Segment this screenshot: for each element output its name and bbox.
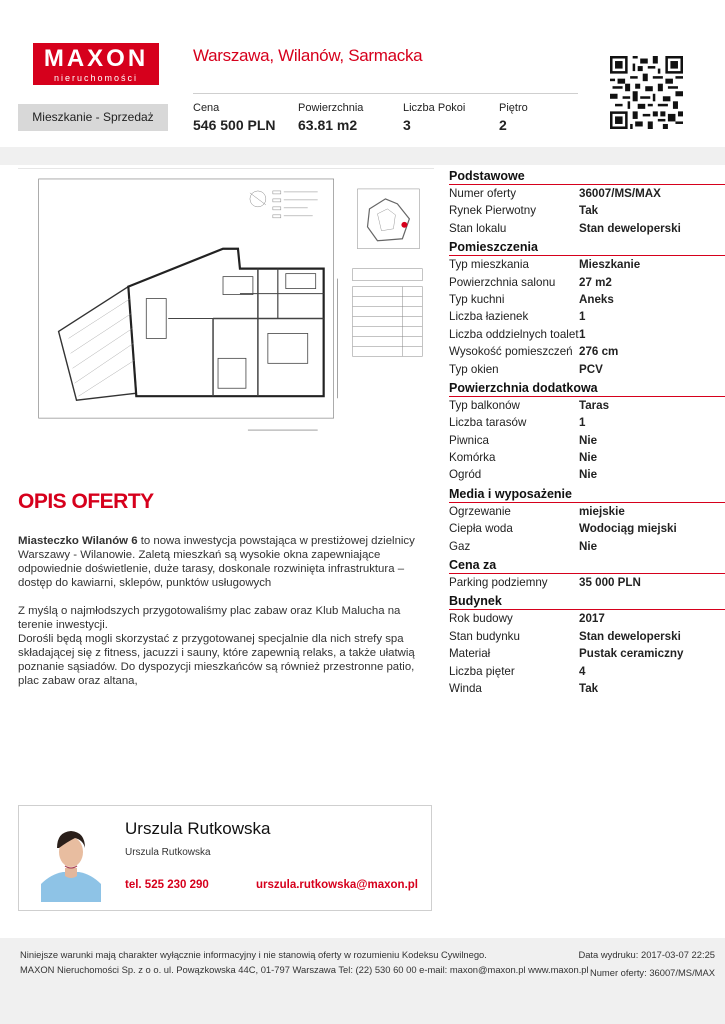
details-value: Nie [579, 451, 598, 465]
details-key: Typ kuchni [449, 292, 505, 306]
details-value: Stan deweloperski [579, 221, 681, 235]
details-section-title: Budynek [449, 591, 725, 610]
details-row [449, 645, 725, 662]
details-value: Stan deweloperski [579, 629, 681, 643]
maxon-logo[interactable] [33, 43, 159, 85]
details-section-title: Cena za [449, 555, 725, 574]
stat-rooms [403, 102, 465, 133]
details-row [449, 680, 725, 697]
description-paragraph: Z myślą o najmłodszych przygotowaliśmy plac zabaw oraz Klub Malucha na terenie inwestycji. [18, 605, 401, 631]
agent-subtitle: Urszula Rutkowska [125, 847, 211, 858]
details-row [449, 449, 725, 466]
agent-card [18, 805, 432, 911]
details-section-title: Powierzchnia dodatkowa [449, 378, 725, 397]
footer-offer-number: Numer oferty: 36007/MS/MAX [589, 967, 715, 978]
details-key: Komórka [449, 451, 496, 465]
agent-name: Urszula Rutkowska [125, 819, 271, 838]
details-section [449, 378, 725, 484]
stat-price [193, 102, 276, 133]
footer-disclaimer: Niniejsze warunki mają charakter wyłącznie informacyjny i nie stanowią oferty w rozumieniu Kodeksu Cywilnego. [20, 949, 487, 960]
details-key: Liczba łazienek [449, 310, 529, 324]
details-row [449, 343, 725, 360]
details-key: Stan budynku [449, 629, 520, 643]
agent-email-link[interactable]: urszula.rutkowska@maxon.pl [255, 879, 418, 891]
details-row [449, 414, 725, 431]
details-key: Stan lokalu [449, 221, 507, 235]
details-key: Wysokość pomieszczeń [449, 345, 573, 359]
description-text: to nowa inwestycja powstająca w prestiżowej dzielnicy Warszawy - Wilanowie. Zaletą mieszkań są wysokie okna zapewniające odpowiednie doświetlenie, duże tarasy, doskonale rozwinięta infrastruktura – dostęp do kawiarni, sklepów, punktów usługowych [18, 535, 415, 589]
details-key: Ciepła woda [449, 522, 513, 536]
details-row [449, 326, 725, 343]
logo-wordmark: MAXON [43, 45, 149, 72]
stat-area [298, 102, 363, 133]
details-key: Gaz [449, 539, 471, 553]
details-row [449, 628, 725, 645]
details-value: Pustak ceramiczny [579, 647, 684, 661]
details-key: Rok budowy [449, 612, 513, 626]
details-section-title: Pomieszczenia [449, 237, 725, 256]
offer-type-badge: Mieszkanie - Sprzedaż [18, 104, 168, 131]
details-key: Materiał [449, 647, 491, 661]
details-key: Liczba tarasów [449, 416, 527, 430]
details-row [449, 520, 725, 537]
agent-phone-link[interactable]: tel. 525 230 290 [125, 879, 209, 891]
details-section [449, 591, 725, 697]
details-value: Aneks [579, 292, 614, 306]
page-header [0, 0, 725, 147]
details-value: 1 [579, 310, 586, 324]
page-footer [0, 938, 725, 1024]
details-section [449, 237, 725, 378]
details-key: Powierzchnia salonu [449, 275, 556, 289]
stat-label: Piętro [499, 102, 528, 114]
description-paragraph [18, 534, 418, 590]
stat-value: 546 500 PLN [193, 117, 276, 133]
details-value: Nie [579, 539, 598, 553]
details-row [449, 202, 725, 219]
details-section [449, 484, 725, 555]
description-body [18, 534, 418, 688]
details-key: Piwnica [449, 433, 489, 447]
details-value: PCV [579, 362, 603, 376]
description-paragraph: Dorośli będą mogli skorzystać z przygotowanej specjalnie dla nich strefy spa składającej się z fitness, jacuzzi i sauny, które zapewnią relaks, a także ułatwią poznanie sąsiadów. Do dyspozycji mieszkańców są również przestronne patio, plac zabaw oraz altana, [18, 633, 415, 687]
stat-value: 2 [499, 117, 507, 133]
details-key: Rynek Pierwotny [449, 204, 536, 218]
stat-floor [499, 102, 528, 133]
header-band [0, 147, 725, 165]
logo-tagline: nieruchomości [53, 73, 139, 83]
description-title: OPIS OFERTY [18, 490, 154, 513]
details-row [449, 256, 725, 273]
details-panel [449, 166, 725, 697]
details-row [449, 291, 725, 308]
details-value: 35 000 PLN [579, 576, 641, 590]
details-key: Typ mieszkania [449, 258, 529, 272]
description-highlight: Miasteczko Wilanów 6 [18, 535, 138, 547]
details-row [449, 308, 725, 325]
details-section [449, 555, 725, 591]
details-row [449, 361, 725, 378]
details-value: Nie [579, 433, 598, 447]
stat-label: Cena [193, 102, 220, 114]
details-section-title: Podstawowe [449, 166, 725, 185]
floor-plan-image[interactable] [18, 168, 434, 458]
details-section [449, 166, 725, 237]
details-row [449, 503, 725, 520]
stat-label: Liczba Pokoi [403, 102, 466, 114]
details-value: 2017 [579, 612, 605, 626]
details-row [449, 574, 725, 591]
details-value: 27 m2 [579, 275, 612, 289]
details-key: Parking podziemny [449, 576, 548, 590]
details-row [449, 185, 725, 202]
details-row [449, 397, 725, 414]
details-key: Winda [449, 681, 482, 695]
details-key: Ogrzewanie [449, 504, 511, 518]
details-value: Tak [579, 681, 599, 695]
details-key: Typ okien [449, 362, 499, 376]
details-value: Mieszkanie [579, 258, 641, 272]
details-key: Typ balkonów [449, 398, 520, 412]
details-row [449, 432, 725, 449]
details-row [449, 274, 725, 291]
footer-company-info: MAXON Nieruchomości Sp. z o o. ul. Powązkowska 44C, 01-797 Warszawa Tel: (22) 530 60 00 e-mail: maxon@maxon.pl www.maxon.pl [20, 964, 589, 975]
stat-label: Powierzchnia [298, 102, 364, 114]
details-row [449, 663, 725, 680]
qr-code-icon[interactable] [610, 56, 683, 129]
details-value: 36007/MS/MAX [579, 187, 661, 200]
details-value: 1 [579, 416, 586, 430]
details-value: Wodociąg miejski [579, 522, 677, 536]
details-value: Nie [579, 468, 598, 482]
details-key: Liczba oddzielnych toalet [449, 327, 579, 341]
footer-print-date: Data wydruku: 2017-03-07 22:25 [578, 949, 715, 960]
details-value: Tak [579, 204, 599, 218]
details-value: miejskie [579, 504, 625, 518]
details-row [449, 466, 725, 483]
details-row [449, 610, 725, 627]
details-value: 1 [579, 327, 586, 341]
details-key: Numer oferty [449, 187, 517, 200]
details-section-title: Media i wyposażenie [449, 484, 725, 503]
details-row [449, 220, 725, 237]
header-divider [193, 93, 578, 94]
details-value: Taras [579, 398, 610, 412]
stat-value: 3 [403, 117, 411, 133]
agent-photo [41, 818, 101, 902]
stat-value: 63.81 m2 [298, 117, 358, 133]
details-key: Ogród [449, 468, 482, 482]
details-value: 276 cm [579, 345, 619, 359]
details-row [449, 538, 725, 555]
details-value: 4 [579, 664, 586, 678]
details-key: Liczba pięter [449, 664, 515, 678]
location-title: Warszawa, Wilanów, Sarmacka [193, 46, 423, 65]
